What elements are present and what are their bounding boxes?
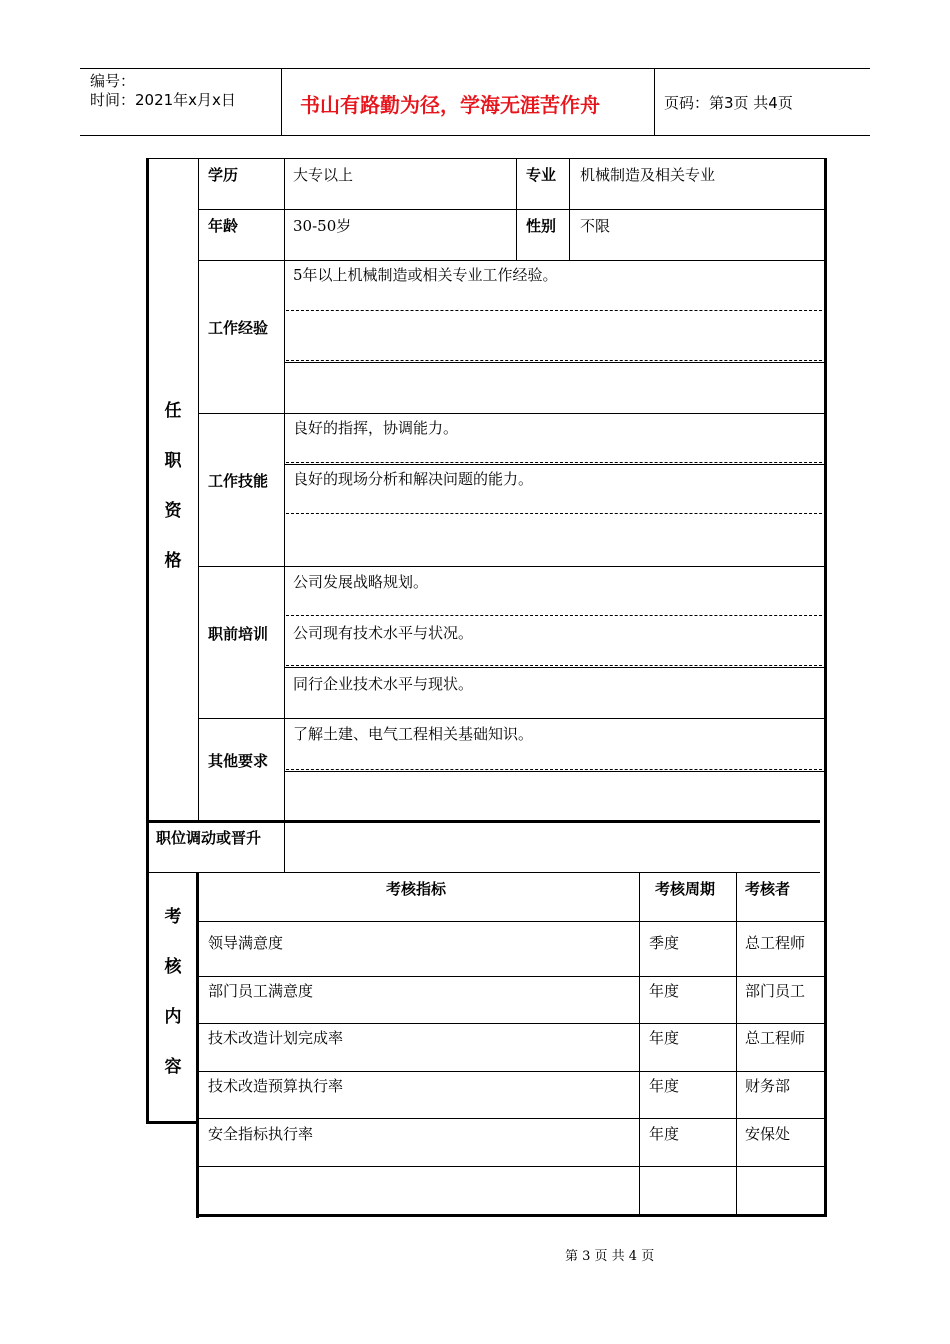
assessment-period: 季度 — [649, 934, 680, 952]
header-bottom-rule — [80, 135, 870, 136]
other-line: 了解土建、电气工程相关基础知识。 — [293, 725, 534, 743]
dashed-line — [286, 513, 822, 514]
row-divider-thick — [146, 820, 820, 823]
table-left-border — [146, 158, 149, 1124]
education-label: 学历 — [208, 166, 239, 184]
other-label: 其他要求 — [208, 752, 269, 770]
age-value: 30-50岁 — [293, 217, 352, 235]
assessment-header-assessor: 考核者 — [745, 880, 791, 898]
col-divider — [284, 158, 285, 873]
assessment-period: 年度 — [649, 1029, 680, 1047]
row-divider — [199, 976, 824, 977]
header-divider — [654, 68, 655, 136]
qualification-section-title — [163, 396, 183, 596]
row-divider — [199, 1023, 824, 1024]
dashed-line — [286, 360, 822, 361]
header-time-label: 时间：2021年x月x日 — [90, 91, 236, 109]
assessment-bottom-border — [196, 1214, 827, 1217]
dashed-line — [286, 310, 822, 311]
col-divider — [736, 873, 737, 1214]
training-line: 公司发展战略规划。 — [293, 573, 429, 591]
assessment-indicator: 部门员工满意度 — [208, 982, 314, 1000]
assessment-period: 年度 — [649, 1077, 680, 1095]
row-divider — [199, 921, 824, 922]
section-title-char: 内 — [164, 1007, 182, 1027]
page-footer: 第 3 页 共 4 页 — [565, 1249, 655, 1264]
gender-label: 性别 — [526, 217, 557, 235]
skills-line: 良好的现场分析和解决问题的能力。 — [293, 470, 534, 488]
table-right-border — [824, 158, 827, 1216]
skills-label: 工作技能 — [208, 472, 269, 490]
row-sub-line — [284, 667, 824, 668]
training-line: 公司现有技术水平与状况。 — [293, 624, 474, 642]
assessment-assessor: 财务部 — [745, 1077, 791, 1095]
assessment-title-bottom — [146, 1121, 198, 1124]
assessment-indicator: 领导满意度 — [208, 934, 284, 952]
assessment-section-title — [163, 902, 183, 1102]
row-divider — [198, 260, 824, 261]
assessment-assessor: 部门员工 — [745, 982, 806, 1000]
training-line: 同行企业技术水平与现状。 — [293, 675, 474, 693]
row-divider — [198, 718, 824, 719]
assessment-indicator: 技术改造预算执行率 — [208, 1077, 344, 1095]
section-title-char: 职 — [164, 451, 182, 471]
experience-line: 5年以上机械制造或相关专业工作经验。 — [293, 266, 558, 284]
row-sub-line — [284, 362, 824, 363]
table-top-border — [149, 158, 824, 159]
section-title-char: 核 — [164, 957, 182, 977]
major-value: 机械制造及相关专业 — [580, 166, 716, 184]
assessment-assessor: 总工程师 — [745, 1029, 806, 1047]
section-title-char: 格 — [164, 551, 182, 571]
header-number-label: 编号： — [90, 72, 136, 90]
header-divider — [281, 68, 282, 136]
training-label: 职前培训 — [208, 625, 269, 643]
gender-value: 不限 — [580, 217, 611, 235]
age-label: 年龄 — [208, 217, 239, 235]
col-divider — [639, 873, 640, 1214]
col-divider — [198, 158, 199, 821]
assessment-header-period: 考核周期 — [655, 880, 716, 898]
header-motto: 书山有路勤为径，学海无涯苦作舟 — [300, 93, 600, 117]
assessment-indicator: 技术改造计划完成率 — [208, 1029, 344, 1047]
skills-line: 良好的指挥，协调能力。 — [293, 419, 459, 437]
assessment-header-indicator: 考核指标 — [386, 880, 447, 898]
section-title-char: 容 — [164, 1057, 182, 1077]
major-label: 专业 — [526, 166, 557, 184]
assessment-period: 年度 — [649, 1125, 680, 1143]
row-sub-line — [284, 771, 824, 772]
dashed-line — [286, 769, 822, 770]
row-divider — [198, 209, 824, 210]
row-divider — [198, 413, 824, 414]
education-value: 大专以上 — [293, 166, 354, 184]
header-page-label: 页码：第3页 共4页 — [664, 94, 793, 112]
section-title-char: 资 — [164, 501, 182, 521]
header-top-rule — [80, 68, 870, 69]
dashed-line — [286, 462, 822, 463]
row-divider — [149, 872, 820, 873]
section-title-char: 任 — [164, 401, 182, 421]
row-divider — [199, 1118, 824, 1119]
assessment-indicator: 安全指标执行率 — [208, 1125, 314, 1143]
assessment-assessor: 总工程师 — [745, 934, 806, 952]
dashed-line — [286, 615, 822, 616]
section-title-char: 考 — [164, 907, 182, 927]
row-divider — [198, 566, 824, 567]
transfer-label: 职位调动或晋升 — [156, 829, 262, 847]
assessment-assessor: 安保处 — [745, 1125, 791, 1143]
dashed-line — [286, 665, 822, 666]
assessment-period: 年度 — [649, 982, 680, 1000]
row-sub-line — [284, 464, 824, 465]
experience-label: 工作经验 — [208, 319, 269, 337]
row-divider — [199, 1071, 824, 1072]
row-divider — [199, 1166, 824, 1167]
